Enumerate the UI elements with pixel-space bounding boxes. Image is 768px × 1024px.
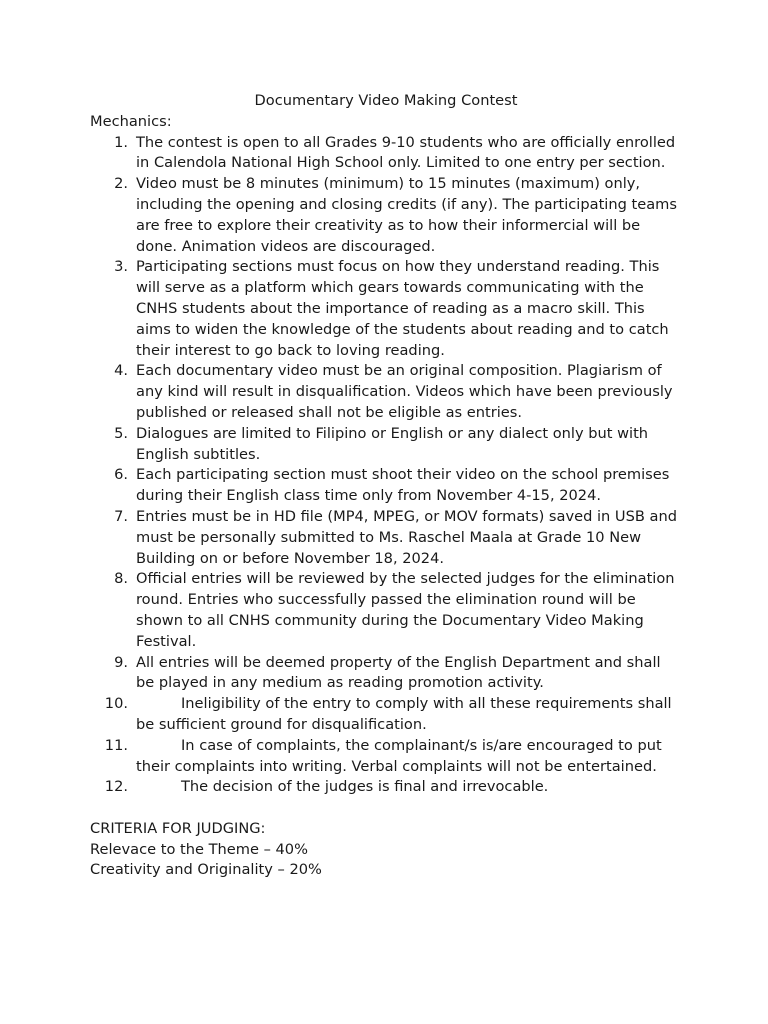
list-item	[90, 653, 682, 695]
item-number: 10.	[104, 695, 128, 713]
item-number: 9.	[114, 653, 128, 671]
list-item	[90, 361, 682, 423]
item-text: Entries must be in HD file (MP4, MPEG, or MOV formats) saved in USB and must be personally submitted to Ms. Raschel Maala at Grade 10 New Building on or before November 18, 2024.	[136, 507, 677, 567]
list-item	[90, 133, 682, 175]
blank-line	[90, 798, 682, 819]
list-item	[90, 257, 682, 361]
criteria-item: Relevace to the Theme – 40%	[90, 840, 308, 858]
item-number: 7.	[114, 507, 128, 525]
item-text: Dialogues are limited to Filipino or English or any dialect only but with English subtitles.	[136, 424, 649, 463]
item-text: Each participating section must shoot their video on the school premises during their English class time only from November 4-15, 2024.	[136, 466, 670, 505]
item-number: 2.	[114, 175, 128, 193]
item-number: 12.	[104, 778, 128, 796]
item-text: Ineligibility of the entry to comply with all these requirements shall be sufficient ground for disqualification.	[136, 695, 672, 733]
item-text: Participating sections must focus on how they understand reading. This will serve as a platform which gears towards communicating with the CNHS students about the importance of reading as a macro skill. This aims to widen the knowledge of the students about reading and to catch their interest to go back to loving reading.	[136, 258, 669, 359]
list-item	[90, 174, 682, 257]
list-item	[90, 507, 682, 569]
list-item	[90, 465, 682, 507]
list-item	[90, 424, 682, 466]
item-text: The decision of the judges is final and irrevocable.	[181, 778, 549, 796]
item-number: 6.	[114, 466, 128, 484]
list-item	[90, 694, 682, 736]
item-number: 11.	[104, 736, 128, 754]
item-number: 4.	[114, 362, 128, 380]
list-item	[90, 736, 682, 778]
item-number: 1.	[114, 133, 128, 151]
list-item	[90, 777, 682, 798]
item-number: 8.	[114, 570, 128, 588]
mechanics-list	[90, 133, 682, 799]
document-title: Documentary Video Making Contest	[254, 92, 518, 109]
item-number: 3.	[114, 258, 128, 276]
criteria-item: Creativity and Originality – 20%	[90, 861, 322, 879]
item-number: 5.	[114, 424, 128, 442]
item-text: All entries will be deemed property of the English Department and shall be played in any medium as reading promotion activity.	[136, 653, 661, 692]
list-item	[90, 569, 682, 652]
criteria-label: CRITERIA FOR JUDGING:	[90, 819, 266, 837]
item-text: Video must be 8 minutes (minimum) to 15 minutes (maximum) only, including the opening and closing credits (if any). The participating teams are free to explore their creativity as to how their informercial will be done. Animation videos are discouraged.	[136, 175, 677, 255]
item-text: The contest is open to all Grades 9-10 students who are officially enrolled in Calendola National High School only. Limited to one entry per section.	[136, 133, 676, 172]
item-text: In case of complaints, the complainant/s is/are encouraged to put their complaints into writing. Verbal complaints will not be entertained.	[136, 736, 662, 775]
document-page	[90, 91, 682, 881]
item-text: Each documentary video must be an original composition. Plagiarism of any kind will result in disqualification. Videos which have been previously published or released shall not be eligible as entries.	[136, 362, 673, 421]
mechanics-label: Mechanics:	[90, 112, 172, 130]
item-text: Official entries will be reviewed by the selected judges for the elimination round. Entries who successfully passed the elimination round will be shown to all CNHS community during the Documentary Video Making Festival.	[136, 570, 675, 650]
